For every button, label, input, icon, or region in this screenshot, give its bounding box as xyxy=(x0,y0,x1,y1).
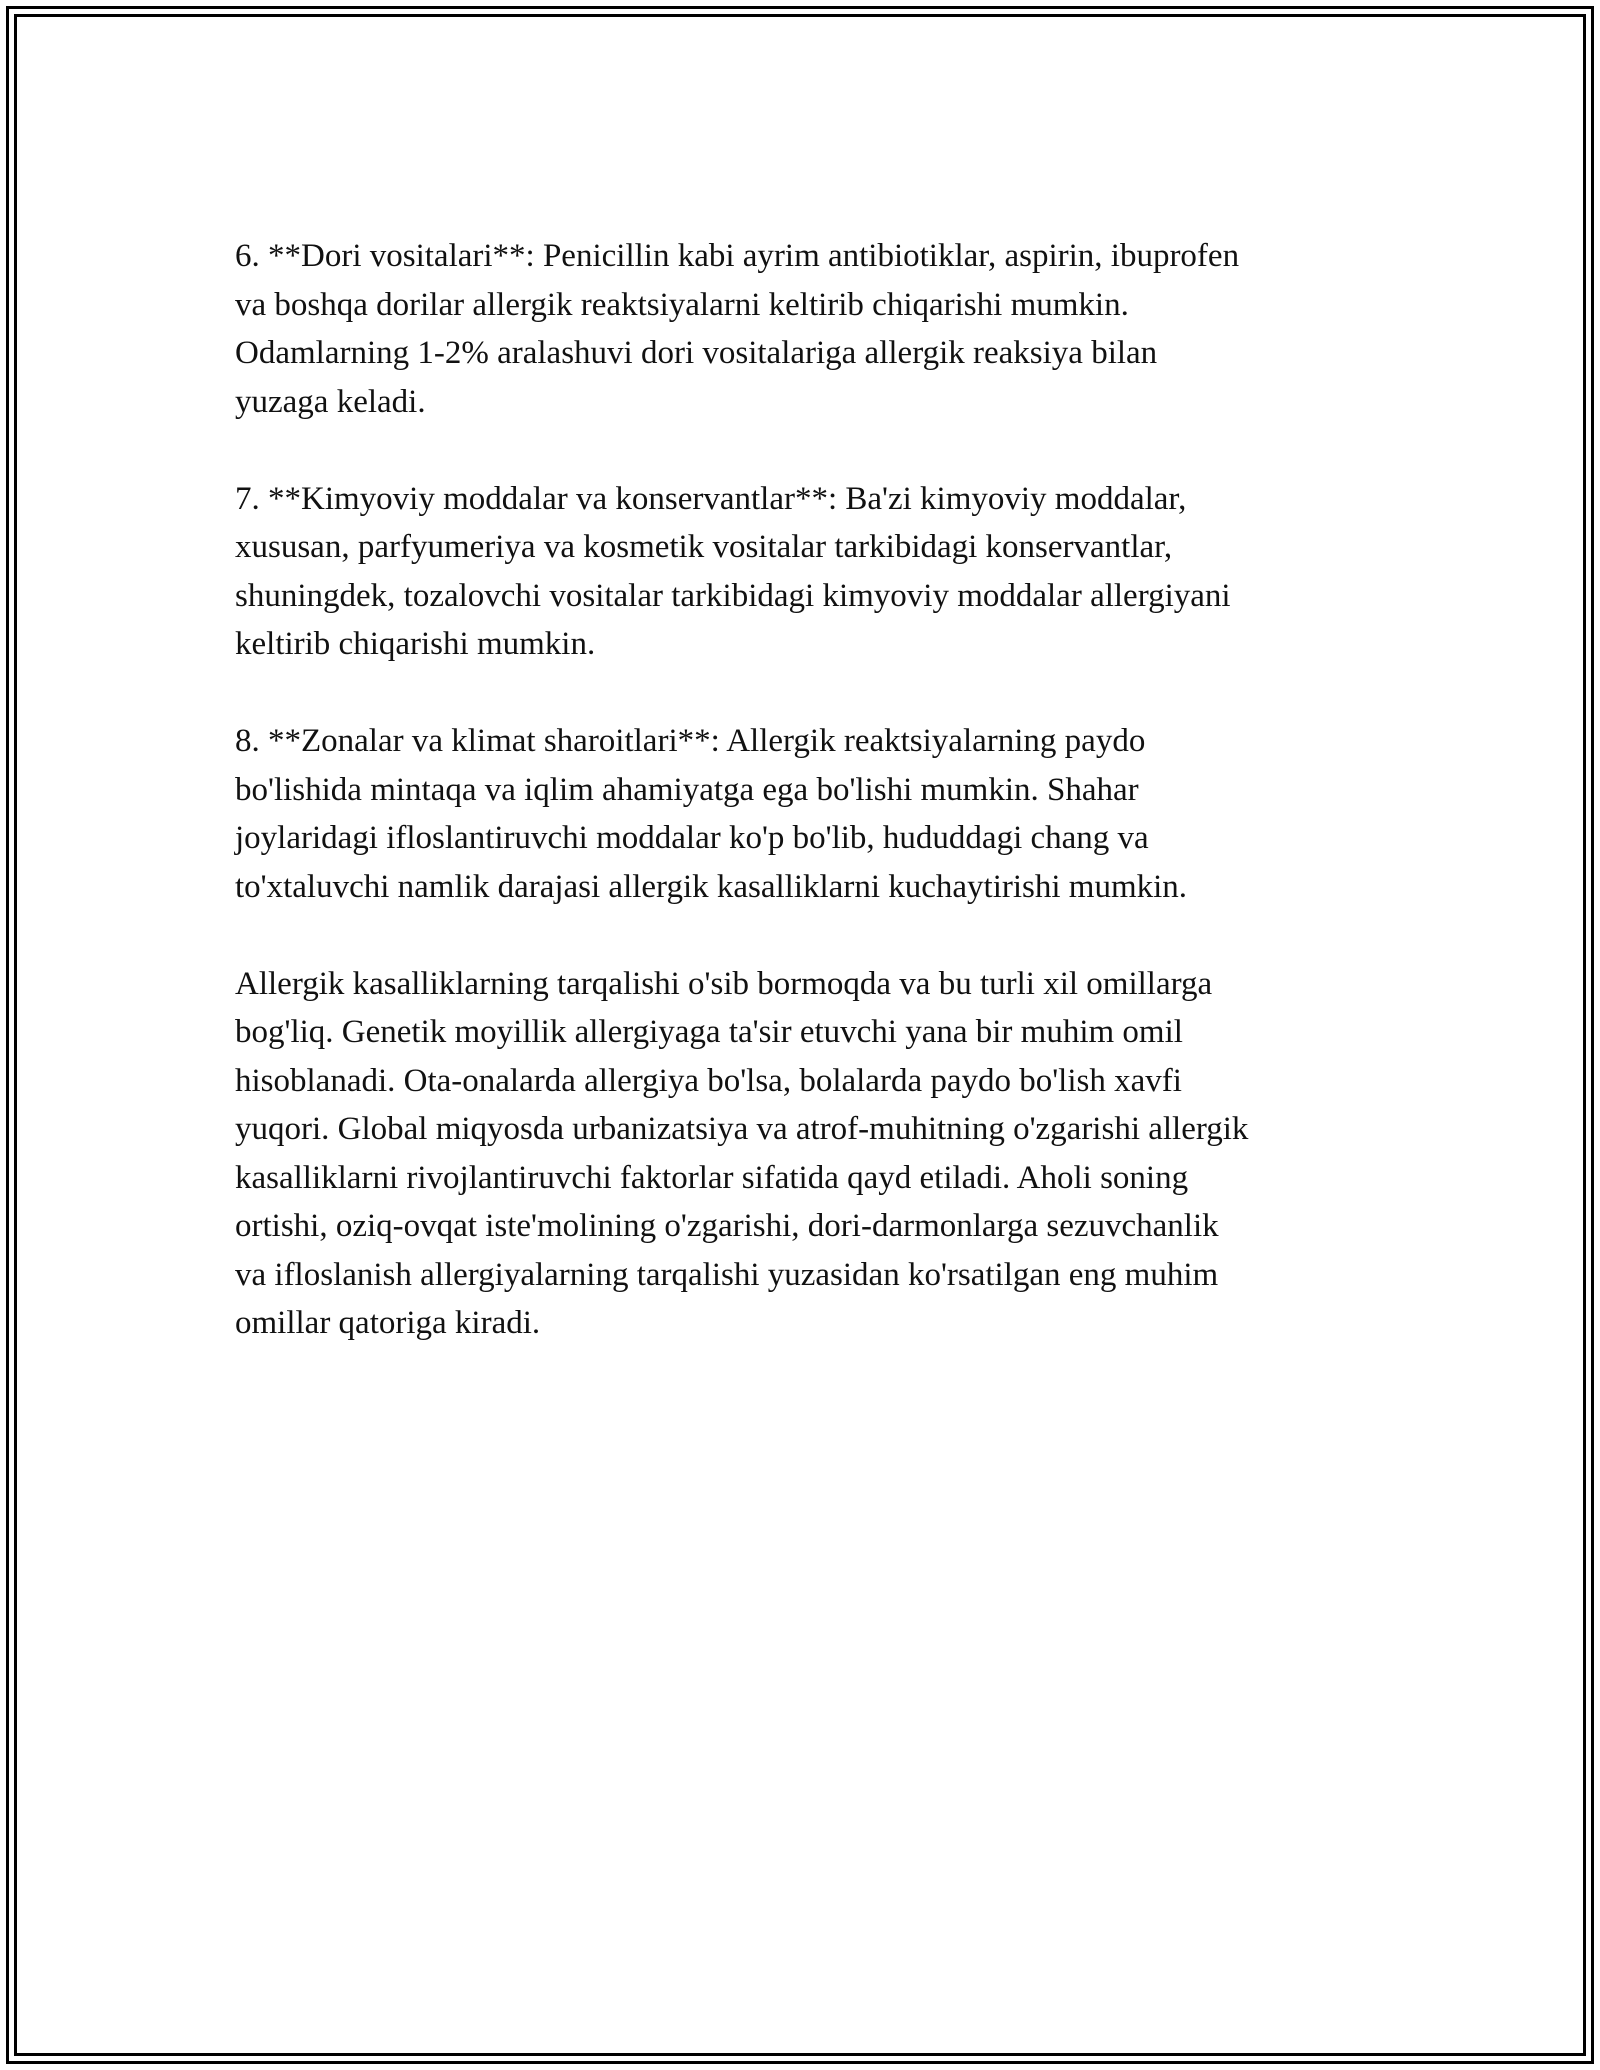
paragraph-summary: Allergik kasalliklarning tarqalishi o'sib bormoqda va bu turli xil omillarga bog'liq. Genetik moyillik allergiyaga ta'sir etuvchi yana bir muhim omil hisoblanadi. Ota-onalarda allergiya bo'lsa, bolalarda paydo bo'lish xavfi yuqori. Global miqyosda urbanizatsiya va atrof-muhitning o'zgarishi allergik kasalliklarni rivojlantiruvchi faktorlar sifatida qayd etiladi. Aholi soning ortishi, oziq-ovqat iste'molining o'zgarishi, dori-darmonlarga sezuvchanlik va ifloslanish allergiyalarning tarqalishi yuzasidan ko'rsatilgan eng muhim omillar qatoriga kiradi. xyxy=(235,965,1249,1341)
paragraph-climate: 8. **Zonalar va klimat sharoitlari**: Allergik reaktsiyalarning paydo bo'lishida mintaqa va iqlim ahamiyatga ega bo'lishi mumkin. Shahar joylaridagi ifloslantiruvchi moddalar ko'p bo'lib, hududdagi chang va to'xtaluvchi namlik darajasi allergik kasalliklarni kuchaytirishi mumkin. xyxy=(235,723,1188,905)
paragraph-chemicals: 7. **Kimyoviy moddalar va konservantlar**: Ba'zi kimyoviy moddalar, xususan, parfyumeriya va kosmetik vositalar tarkibidagi konservantlar, shuningdek, tozalovchi vositalar tarkibidagi kimyoviy moddalar allergiyani keltirib chiqarishi mumkin. xyxy=(235,480,1231,662)
document-body xyxy=(235,232,1375,1396)
paragraph-drugs: 6. **Dori vositalari**: Penicillin kabi ayrim antibiotiklar, aspirin, ibuprofen va boshqa dorilar allergik reaktsiyalarni keltirib chiqarishi mumkin. Odamlarning 1-2% aralashuvi dori vositalariga allergik reaksiya bilan yuzaga keladi. xyxy=(235,238,1240,420)
